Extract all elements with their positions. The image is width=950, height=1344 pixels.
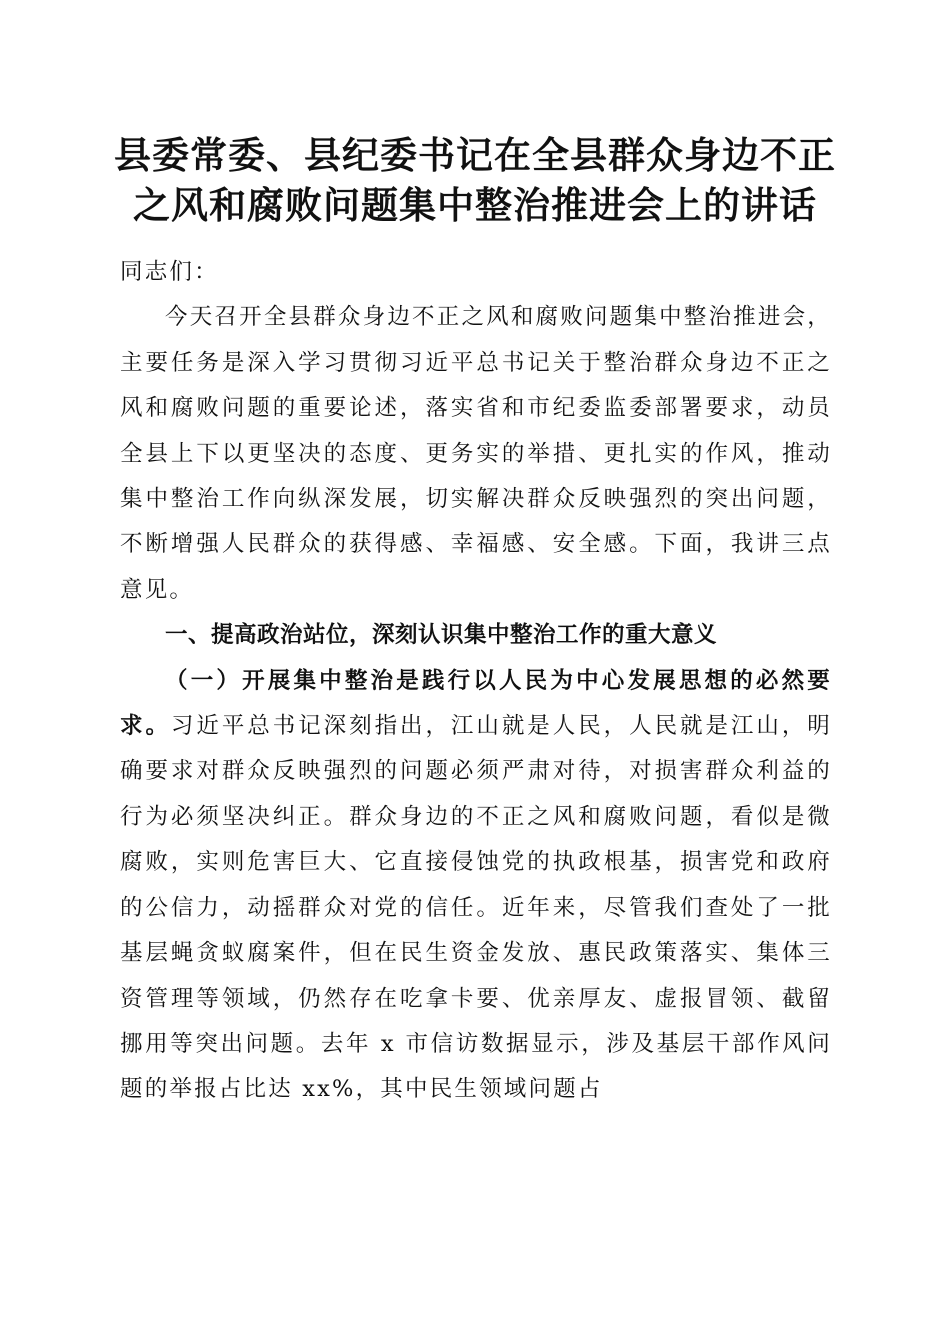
section-heading: 一、提高政治站位，深刻认识集中整治工作的重大意义 xyxy=(165,622,718,649)
intro-paragraph: 今天召开全县群众身边不正之风和腐败问题集中整治推进会，主要任务是深入学习贯彻习近平总书记关于整治群众身边不正之风和腐败问题的重要论述，落实省和市纪委监委部署要求，动员全县上下以更坚决的态度、更务实的举措、更扎实的作风，推动集中整治工作向纵深发展，切实解决群众反映强烈的突出问题，不断增强人民群众的获得感、幸福感、安全感。下面，我讲三点意见。 xyxy=(120,304,832,603)
salutation: 同志们： xyxy=(120,259,219,285)
document-body xyxy=(120,250,832,1113)
subsection-paragraph xyxy=(120,659,832,1113)
subsection-body: 习近平总书记深刻指出，江山就是人民，人民就是江山，明确要求对群众反映强烈的问题必须严肃对待，对损害群众利益的行为必须坚决纠正。群众身边的不正之风和腐败问题，看似是微腐败，实则危害巨大、它直接侵蚀党的执政根基，损害党和政府的公信力，动摇群众对党的信任。近年来，尽管我们查处了一批基层蝇贪蚁腐案件，但在民生资金发放、惠民政策落实、集体三资管理等领域，仍然存在吃拿卡要、优亲厚友、虚报冒领、截留挪用等突出问题。去年 x 市信访数据显示，涉及基层干部作风问题的举报占比达 xx%，其中民生领域问题占 xyxy=(120,713,833,1103)
subsection-heading: （一）开展集中整治是践行以人民为中心发展思想的必然要求。 xyxy=(120,667,832,740)
document-title: 县委常委、县纪委书记在全县群众身边不正之风和腐败问题集中整治推进会上的讲话 xyxy=(114,133,836,227)
